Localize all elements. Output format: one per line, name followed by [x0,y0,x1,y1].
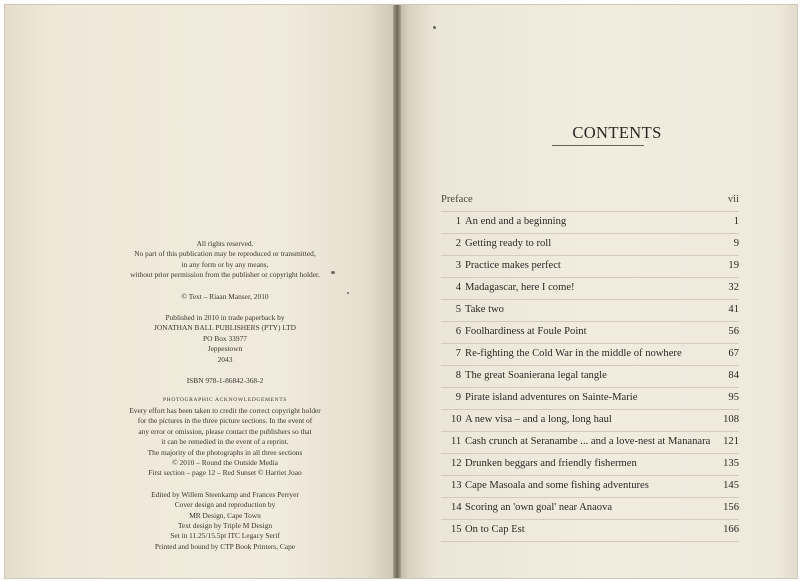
toc-entry-title: Cape Masoala and some fishing adventures [465,480,649,491]
toc-entry[interactable] [441,435,739,449]
rights-line: without prior permission from the publisher or copyright holder. [130,270,320,280]
copyright-line: © Text – Riaan Manser, 2010 [181,291,269,301]
toc-divider [441,497,739,498]
photo-text-line: © 2010 – Round the Outside Media [172,457,278,467]
photo-acknowledgements-heading: PHOTOGRAPHIC ACKNOWLEDGEMENTS [162,397,288,404]
photo-text-line: it can be remedied in the event of a reprint. [161,437,289,447]
toc-entry-page: 9 [733,238,739,249]
toc-entry-page: 1 [733,216,739,227]
toc-entry-number: 13 [451,480,462,491]
rights-line: No part of this publication may be reproduced or transmitted, [134,249,316,259]
toc-entry-number: 5 [455,304,461,315]
toc-divider [441,277,739,278]
book-spread [4,4,798,579]
toc-entry-number: 14 [451,502,462,513]
publisher-line: Published in 2010 in trade paperback by [165,313,285,323]
toc-divider [441,475,739,476]
toc-entry-page: 121 [723,436,739,447]
rights-line: All rights reserved. [196,239,254,248]
toc-entry[interactable] [441,325,739,339]
toc-entry[interactable] [441,391,739,405]
toc-entry[interactable] [441,347,739,361]
toc-entry-page: 95 [728,392,739,403]
toc-entry-title: Drunken beggars and friendly fishermen [465,458,637,469]
toc-divider [441,519,739,520]
toc-divider [441,541,739,542]
toc-entry-page: 41 [728,304,739,315]
toc-entry[interactable] [441,413,739,427]
toc-entry-number: 12 [451,458,462,469]
toc-entry-page: 166 [723,524,739,535]
toc-divider [441,255,739,256]
contents-heading: CONTENTS [572,123,662,142]
rights-line: in any form or by any means, [181,259,269,269]
toc-entry-title: Pirate island adventures on Sainte-Marie [465,392,638,403]
toc-divider [441,233,739,234]
publisher-line: PO Box 33977 [203,333,247,343]
toc-entry-title: The great Soanierana legal tangle [465,370,607,381]
toc-entry[interactable] [441,501,739,515]
toc-entry-number: 6 [455,326,461,337]
toc-entry-number: 15 [451,524,462,535]
toc-entry-number: 7 [455,348,461,359]
credit-line: Cover design and reproduction by [174,500,276,510]
photo-text-line: First section – page 12 – Red Sunset © Harriet Joao [148,468,302,478]
toc-entry-title: Foolhardiness at Foule Point [465,326,587,337]
toc-divider [441,431,739,432]
toc-entry-number: 10 [451,414,462,425]
toc-entry-page: 19 [728,260,739,271]
toc-entry[interactable] [441,237,739,251]
toc-entry-title: Re-fighting the Cold War in the middle of nowhere [465,348,682,359]
photo-text-line: any error or omission, please contact the publishers so that [138,426,312,436]
toc-entry-page: 32 [728,282,739,293]
publisher-line: Jeppestown [207,344,243,354]
toc-entry-number: 3 [455,260,461,271]
paper-speck [433,26,436,29]
toc-entry-title: On to Cap Est [465,524,525,535]
toc-entry-number: 2 [455,238,461,249]
toc-divider [441,365,739,366]
toc-entry[interactable] [441,457,739,471]
toc-entry[interactable] [441,479,739,493]
credit-line: Set in 11.25/15.5pt ITC Legacy Serif [170,531,280,541]
publisher-line: JONATHAN BALL PUBLISHERS (PTY) LTD [154,323,296,333]
toc-entry-page: 84 [728,370,739,381]
toc-entry-title: Madagascar, here I come! [465,282,575,293]
toc-entry[interactable] [441,523,739,537]
toc-entry[interactable] [441,303,739,317]
credit-line: Printed and bound by CTP Book Printers, Cape [154,541,296,551]
contents-page [397,5,797,578]
photo-text-line: Every effort has been taken to credit the correct copyright holder [129,405,321,415]
toc-divider [441,409,739,410]
toc-entry[interactable] [441,369,739,383]
imprint-block [105,239,345,552]
toc-divider [441,211,739,212]
photo-text-line: for the pictures in the three picture sections. In the event of [137,416,313,426]
toc-entry-page: 135 [723,458,739,469]
toc-entry-title: Take two [465,304,504,315]
toc-entry-preface[interactable] [441,193,739,207]
credit-line: Edited by Willem Steenkamp and Frances Perryer [151,489,299,499]
toc-entry-title: Practice makes perfect [465,260,561,271]
toc-entry-title: Preface [441,194,473,205]
toc-entry-title: Cash crunch at Seranambe ... and a love-nest at Mananara [465,436,711,447]
toc-entry-title: A new visa – and a long, long haul [465,414,612,425]
toc-entry-number: 1 [455,216,461,227]
toc-entry[interactable] [441,215,739,229]
toc-entry-number: 4 [455,282,461,293]
isbn-line: ISBN 978-1-86842-368-2 [186,376,264,386]
toc-entry-title: An end and a beginning [465,216,567,227]
toc-divider [441,299,739,300]
toc-entry-number: 9 [455,392,461,403]
publisher-line: 2043 [217,354,233,364]
toc-entry-page: vii [727,194,739,205]
heading-rule [552,145,644,146]
toc-divider [441,453,739,454]
credit-line: Text design by Triple M Design [177,520,273,530]
toc-entry-title: Scoring an 'own goal' near Anaova [465,502,613,513]
toc-entry[interactable] [441,281,739,295]
toc-entry-page: 108 [723,414,739,425]
toc-divider [441,387,739,388]
photo-text-line: The majority of the photographs in all three sections [147,447,303,457]
credit-line: MR Design, Cape Town [189,510,261,520]
toc-entry-number: 8 [455,370,461,381]
toc-entry-page: 145 [723,480,739,491]
toc-divider [441,321,739,322]
paper-speck [347,292,349,294]
imprint-page [5,5,397,578]
toc-entry-page: 56 [728,326,739,337]
toc-entry-number: 11 [451,436,462,447]
toc-entry-page: 156 [723,502,739,513]
toc-entry[interactable] [441,259,739,273]
book-gutter [393,5,401,578]
toc-divider [441,343,739,344]
paper-speck [331,271,335,274]
toc-entry-title: Getting ready to roll [465,238,552,249]
toc-entry-page: 67 [728,348,739,359]
